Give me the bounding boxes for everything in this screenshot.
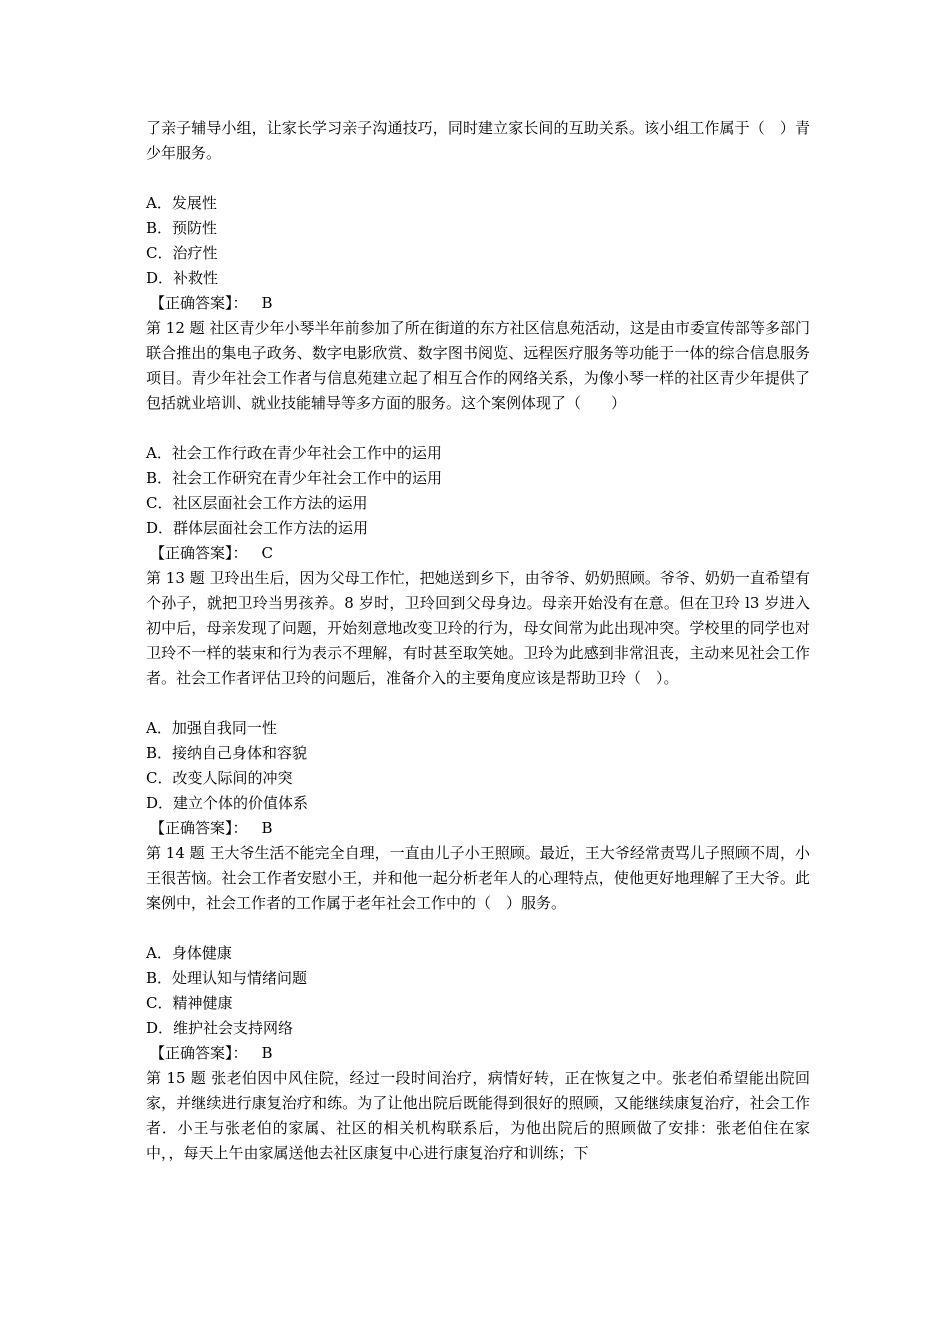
question-12-option-b: B．社会工作研究在青少年社会工作中的运用 [146, 469, 443, 487]
question-14-answer [146, 1041, 810, 1066]
answer-label: 【正确答案】： [150, 1044, 248, 1062]
answer-value: B [261, 294, 273, 312]
question-11-option-b: B．预防性 [146, 219, 218, 237]
answer-label: 【正确答案】： [150, 819, 248, 837]
answer-label: 【正确答案】： [150, 294, 248, 312]
spacer [146, 916, 810, 941]
question-12-answer [146, 541, 810, 566]
question-13-option-a: A．加强自我同一性 [146, 719, 277, 737]
spacer [146, 416, 810, 441]
spacer [146, 166, 810, 191]
question-12-option-c: C．社区层面社会工作方法的运用 [146, 494, 368, 512]
answer-label: 【正确答案】： [150, 544, 248, 562]
question-15-text: 第 15 题 张老伯因中风住院，经过一段时间治疗，病情好转，正在恢复之中。张老伯希望能出院回家，并继续进行康复治疗和练。为了让他出院后既能得到很好的照顾，又能继续康复治疗，社会工作者．小王与张老伯的家属、社区的相关机构联系后，为他出院后的照顾做了安排：张老伯住在家中，，每天上午由家属送他去社区康复中心进行康复治疗和训练；下 [146, 1069, 810, 1162]
question-13-option-b: B．接纳自己身体和容貌 [146, 744, 308, 762]
question-12-option-a: A．社会工作行政在青少年社会工作中的运用 [146, 444, 442, 462]
answer-value: C [261, 544, 273, 562]
question-11-option-a: A．发展性 [146, 194, 217, 212]
question-14-option-a: A．身体健康 [146, 944, 232, 962]
question-13-answer [146, 816, 810, 841]
question-11-answer [146, 291, 810, 316]
question-13-option-d: D．建立个体的价值体系 [146, 794, 309, 812]
question-14-text: 第 14 题 王大爷生活不能完全自理，一直由儿子小王照顾。最近，王大爷经常责骂儿子照顾不周，小王很苦恼。社会工作者安慰小王，并和他一起分析老年人的心理特点，使他更好地理解了王大爷。此案例中，社会工作者的工作属于老年社会工作中的（ ）服务。 [146, 844, 810, 912]
question-11-option-c: C．治疗性 [146, 244, 218, 262]
answer-value: B [261, 819, 273, 837]
question-12-option-d: D．群体层面社会工作方法的运用 [146, 519, 369, 537]
question-14-option-c: C．精神健康 [146, 994, 233, 1012]
spacer [146, 691, 810, 716]
question-14-option-d: D．维护社会支持网络 [146, 1019, 294, 1037]
question-11-option-d: D．补救性 [146, 269, 219, 287]
question-11-text: 了亲子辅导小组，让家长学习亲子沟通技巧，同时建立家长间的互助关系。该小组工作属于（ ）青少年服务。 [146, 119, 810, 162]
document-content [146, 116, 810, 1166]
question-13-option-c: C．改变人际间的冲突 [146, 769, 293, 787]
question-14-option-b: B．处理认知与情绪问题 [146, 969, 308, 987]
question-12-text: 第 12 题 社区青少年小琴半年前参加了所在街道的东方社区信息苑活动，这是由市委宣传部等多部门联合推出的集电子政务、数字电影欣赏、数字图书阅览、远程医疗服务等功能于一体的综合信息服务项目。青少年社会工作者与信息苑建立起了相互合作的网络关系，为像小琴一样的社区青少年提供了包括就业培训、就业技能辅导等多方面的服务。这个案例体现了（ ） [146, 319, 810, 412]
answer-value: B [261, 1044, 273, 1062]
question-13-text: 第 13 题 卫玲出生后，因为父母工作忙，把她送到乡下，由爷爷、奶奶照顾。爷爷、奶奶一直希望有个孙子，就把卫玲当男孩养。8 岁时，卫玲回到父母身边。母亲开始没有在意。但在卫玲 l3 岁进入初中后，母亲发现了问题，开始刻意地改变卫玲的行为，母女间常为此出现冲突。学校里的同学也对卫玲不一样的装束和行为表示不理解，有时甚至取笑她。卫玲为此感到非常沮丧，主动来见社会工作者。社会工作者评估卫玲的问题后，准备介入的主要角度应该是帮助卫玲（ ）。 [146, 569, 810, 687]
